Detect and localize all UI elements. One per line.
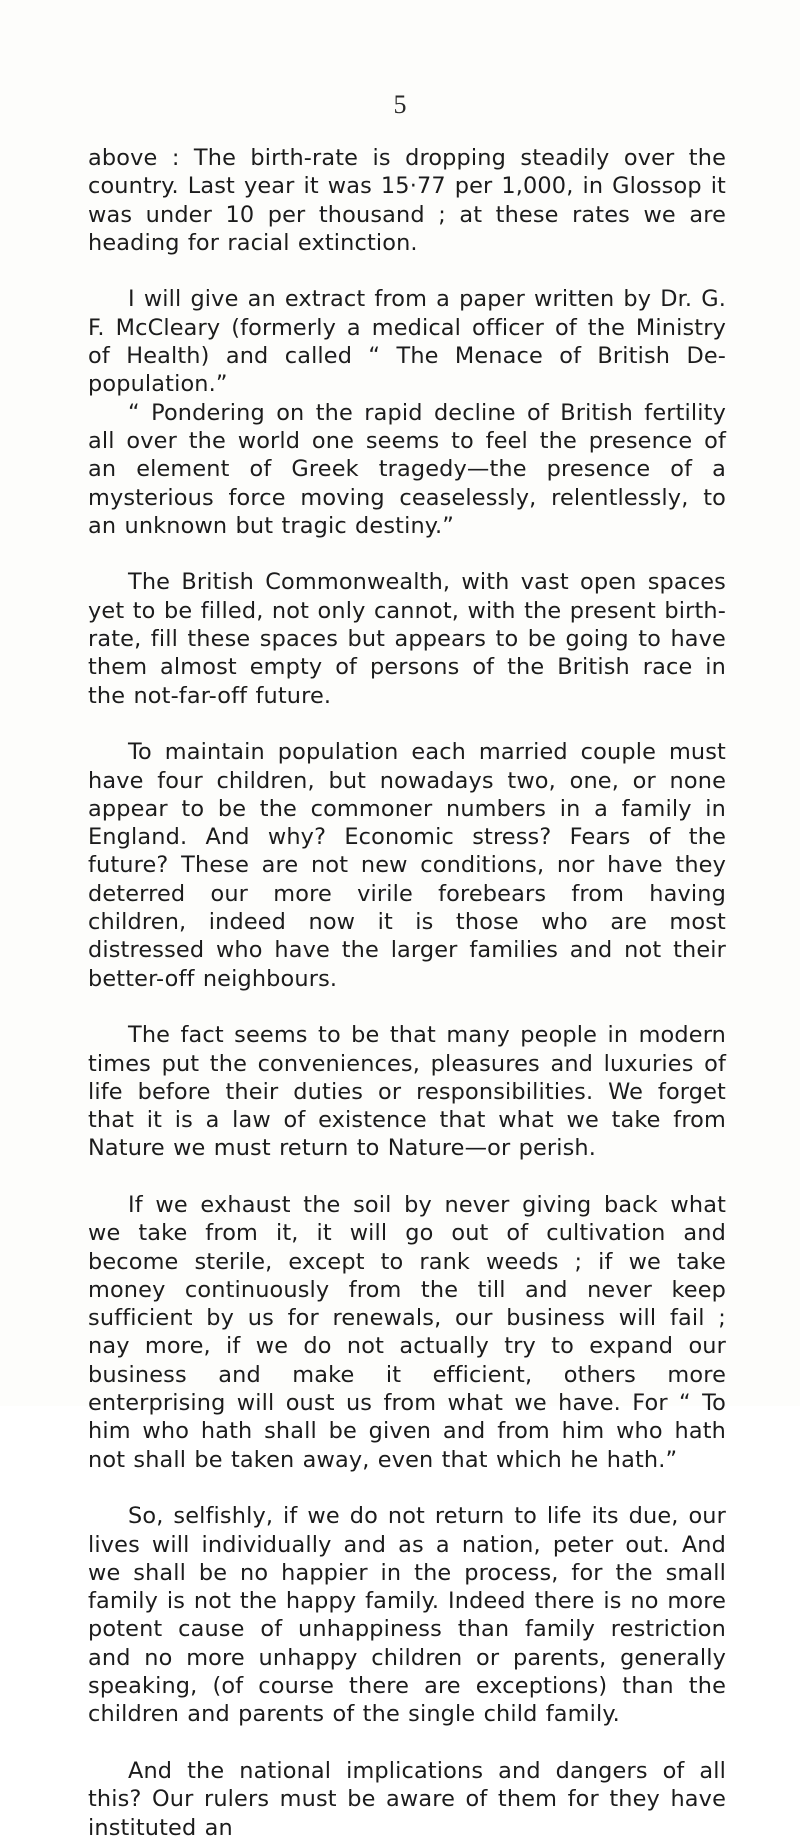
paragraph-commonwealth: The British Commonwealth, with vast open spaces yet to be filled, not only cannot, with the present birth-rate, fill these spaces but appears to be going to have them almost empty of persons of the British race in the not-far-off future.	[88, 569, 726, 709]
paragraph-selfishly: So, selfishly, if we do not return to life its due, our lives will individually and as a nation, peter out. And we shall be no happier in the process, for the small family is not the happy family. Indeed there is no more potent cause of unhappiness than family restriction and no more unhappy children or parents, generally speaking, (of course there are exceptions) than the children and parents of the single child family.	[88, 1503, 726, 1728]
paragraph-population: To maintain population each married couple must have four children, but nowadays two, one, or none appear to be the commoner numbers in a family in England. And why? Economic stress? Fears of the future? These are not new conditions, nor have they deterred our more virile forebears from having children, indeed now it is those who are most distressed who have the larger families and not their better-off neighbours.	[88, 739, 726, 992]
page-number: 5	[393, 90, 407, 119]
paragraph-conveniences: The fact seems to be that many people in modern times put the conveniences, pleasures and luxuries of life before their duties or responsibilities. We forget that it is a law of existence that what we take from Nature we must return to Nature—or perish.	[88, 1022, 726, 1162]
paragraph-quotation: “ Pondering on the rapid decline of British fertility all over the world one seems to feel the presence of an element of Greek tragedy—the presence of a mysterious force moving ceaselessly, relentlessly, to an unknown but tragic destiny.”	[88, 399, 726, 539]
paragraph-continuation: above : The birth-rate is dropping steadily over the country. Last year it was 15·77 per 1,000, in Glossop it was under 10 per thousand ; at these rates we are heading for racial extinction.	[88, 145, 726, 256]
paragraph-extract-intro: I will give an extract from a paper written by Dr. G. F. McCleary (formerly a medical officer of the Ministry of Health) and called “ The Menace of British De-population.”	[88, 286, 726, 398]
paragraph-soil: If we exhaust the soil by never giving back what we take from it, it will go out of cultivation and become sterile, except to rank weeds ; if we take money continuously from the till and never keep sufficient by us for renewals, our business will fail ; nay more, if we do not actually try to expand our business and make it efficient, others more enterprising will oust us from what we have. For “ To him who hath shall be given and from him who hath not shall be taken away, even that which he hath.”	[88, 1191, 726, 1473]
paragraph-national-implications: And the national implications and dangers of all this? Our rulers must be aware of them for they have instituted an	[88, 1757, 726, 1841]
body-text	[88, 144, 726, 1842]
